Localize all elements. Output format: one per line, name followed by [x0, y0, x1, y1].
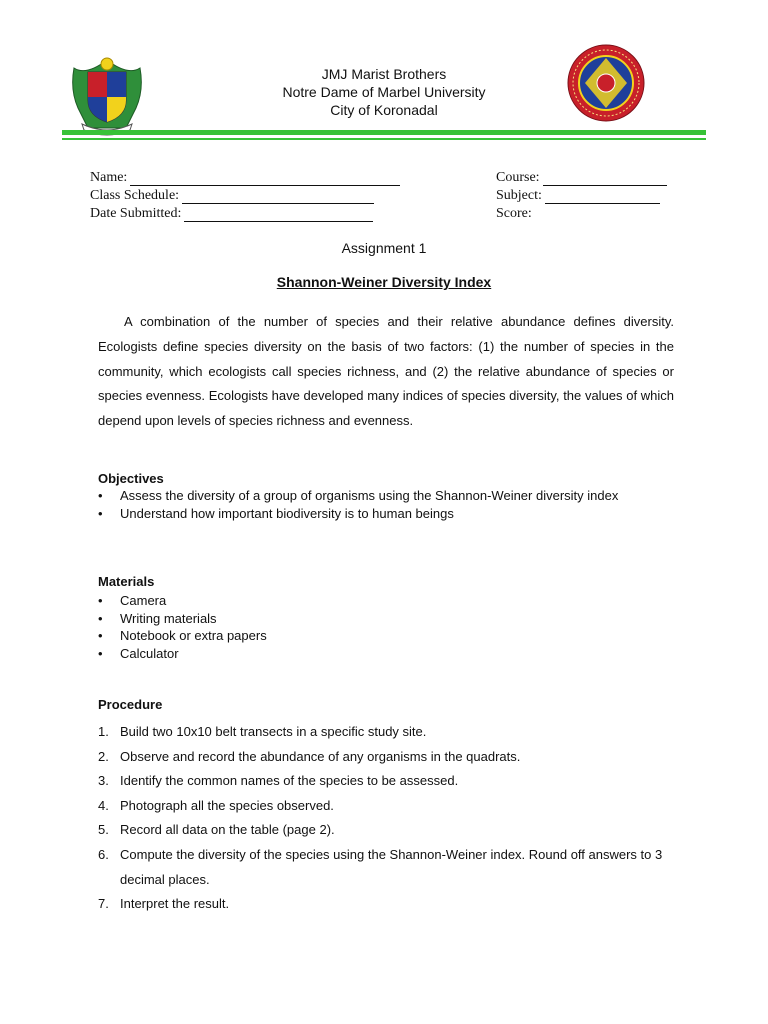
- procedure-step: [98, 745, 678, 770]
- procedure-list: [98, 720, 678, 917]
- bullet: •: [98, 593, 103, 608]
- name-row: [90, 168, 400, 186]
- score-row: [496, 204, 532, 222]
- objectives-heading: Objectives: [98, 471, 164, 486]
- step-text: Record all data on the table (page 2).: [120, 822, 335, 838]
- bullet: •: [98, 488, 103, 503]
- procedure-heading: Procedure: [98, 697, 163, 712]
- step-number: 6.: [98, 846, 109, 862]
- step-text: Interpret the result.: [120, 896, 230, 912]
- procedure-step: [98, 769, 678, 794]
- step-text: Build two 10x10 belt transects in a specific study site.: [120, 724, 427, 739]
- name-field[interactable]: [130, 172, 400, 186]
- material-item: [98, 627, 674, 645]
- bullet: •: [98, 610, 103, 626]
- material-text: Camera: [120, 593, 167, 608]
- step-text: Photograph all the species observed.: [120, 797, 334, 813]
- name-label: Name:: [90, 170, 128, 185]
- step-number: 3.: [98, 773, 109, 789]
- score-label: Score:: [496, 206, 532, 221]
- class-schedule-label: Class Schedule:: [90, 188, 180, 203]
- course-label: Course:: [496, 170, 540, 185]
- material-item: [98, 645, 674, 663]
- step-number: 5.: [98, 822, 109, 838]
- procedure-step: [98, 818, 678, 843]
- material-text: Notebook or extra papers: [120, 628, 267, 643]
- class-schedule-row: [90, 186, 374, 204]
- objectives-list: [98, 488, 674, 522]
- procedure-step: [98, 794, 678, 819]
- step-number: 1.: [98, 724, 109, 739]
- header-divider-thin: [62, 138, 706, 140]
- course-field[interactable]: [543, 172, 667, 186]
- material-text: Calculator: [120, 645, 179, 661]
- subject-field[interactable]: [545, 190, 660, 204]
- procedure-step: [98, 892, 678, 917]
- header-divider: [62, 130, 706, 135]
- assignment-title: [0, 274, 768, 290]
- step-number: 4.: [98, 797, 109, 813]
- institution-line-3: City of Koronadal: [330, 102, 438, 118]
- assignment-title-text: Shannon-Weiner Diversity Index: [276, 274, 492, 290]
- objective-item: [98, 488, 674, 504]
- date-submitted-field[interactable]: [184, 208, 373, 222]
- material-text: Writing materials: [120, 610, 217, 626]
- date-submitted-row: [90, 204, 373, 222]
- objective-text: Assess the diversity of a group of organisms using the Shannon-Weiner diversity index: [120, 488, 619, 503]
- material-item: [98, 610, 674, 628]
- material-item: [98, 592, 674, 610]
- institution-line-1: JMJ Marist Brothers: [321, 66, 447, 82]
- objective-text: Understand how important biodiversity is to human beings: [120, 506, 454, 521]
- intro-paragraph: A combination of the number of species and their relative abundance defines diversity. Ecologists define species diversity on the basis of two factors: (1) the number of species in the community, which ecologists call species richness, and (2) the relative abundance of species or species evenness. Ecologists have developed many indices of species diversity, the values of which depend upon levels of species richness and evenness.: [98, 314, 674, 429]
- subject-row: [496, 186, 660, 204]
- date-submitted-label: Date Submitted:: [90, 206, 182, 221]
- step-number: 7.: [98, 896, 109, 912]
- procedure-step: [98, 720, 678, 745]
- college-seal-icon: [567, 44, 645, 122]
- materials-list: [98, 592, 674, 662]
- class-schedule-field[interactable]: [182, 190, 374, 204]
- assignment-number: Assignment 1: [341, 240, 427, 256]
- step-text: Observe and record the abundance of any organisms in the quadrats.: [120, 748, 521, 764]
- step-text: Compute the diversity of the species using the Shannon-Weiner index. Round off answers to 3 decimal places.: [120, 846, 663, 887]
- document-header: [0, 0, 768, 150]
- bullet: •: [98, 506, 103, 521]
- step-number: 2.: [98, 748, 109, 764]
- course-row: [496, 168, 667, 186]
- subject-label: Subject:: [496, 188, 542, 203]
- bullet: •: [98, 645, 103, 661]
- materials-heading: Materials: [98, 574, 155, 589]
- institution-line-2: Notre Dame of Marbel University: [282, 84, 486, 100]
- step-text: Identify the common names of the species to be assessed.: [120, 773, 459, 789]
- procedure-step: [98, 843, 678, 892]
- institution-block: [0, 65, 768, 119]
- objective-item: [98, 506, 674, 522]
- bullet: •: [98, 628, 103, 643]
